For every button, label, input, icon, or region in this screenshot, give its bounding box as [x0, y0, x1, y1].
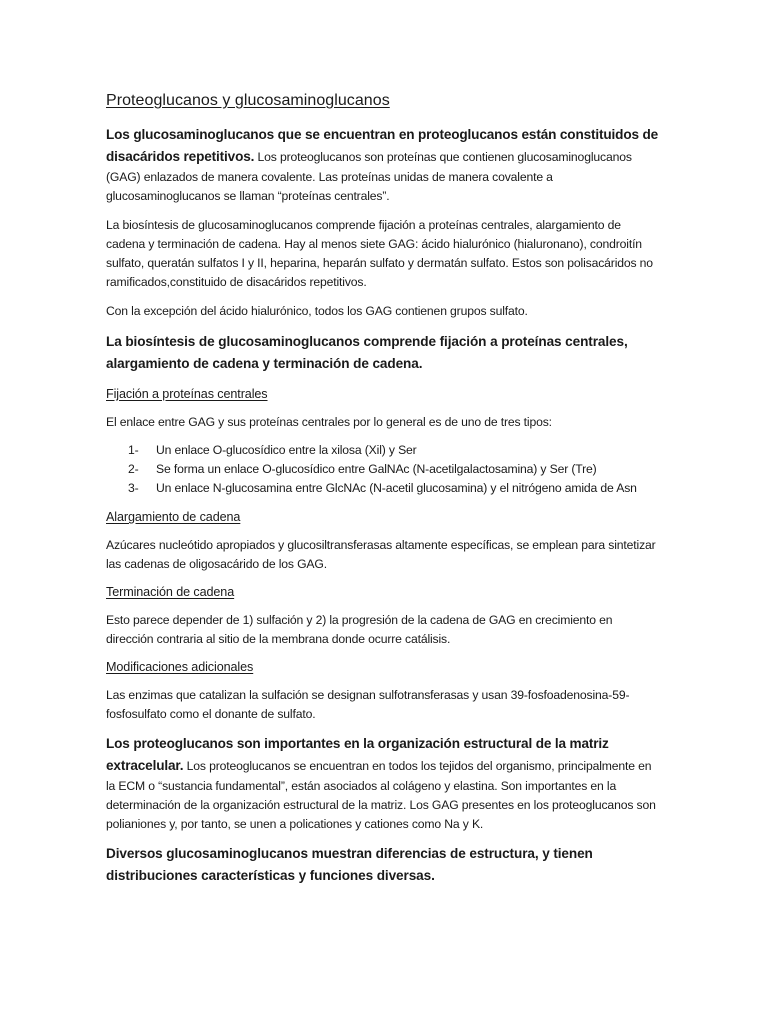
intro-paragraph: [106, 124, 660, 206]
subheading-elongation: Alargamiento de cadena: [106, 510, 241, 524]
document-title: Proteoglucanos y glucosaminoglucanos: [106, 92, 390, 109]
intro-body-text: Los proteoglucanos son proteínas que contienen glucosaminoglucanos (GAG) enlazados de manera covalente. Las proteínas unidas de manera covalente a glucosaminoglucanos se llaman “proteínas centrales”.: [106, 150, 632, 203]
matrix-body-text: Los proteoglucanos se encuentran en todos los tejidos del organismo, principalmente en la ECM o “sustancia fundamental”, están asociados al colágeno y elastina. Son importantes en la determinación de la organización estructural de la matriz. Los GAG presentes en los proteoglucanos son polianiones y, por tanto, se unen a policationes y cationes como Na y K.: [106, 759, 656, 831]
linkage-types-list: [106, 441, 660, 498]
list-item-number: 3-: [128, 481, 139, 495]
termination-paragraph: Esto parece depender de 1) sulfación y 2) la progresión de la cadena de GAG en crecimiento en dirección contraria al sitio de la membrana donde ocurre catálisis.: [106, 613, 613, 646]
subheading-fixation: Fijación a proteínas centrales: [106, 387, 268, 401]
list-item-number: 1-: [128, 443, 139, 457]
subheading-modifications: Modificaciones adicionales: [106, 660, 254, 674]
matrix-lead-sentence: Los proteoglucanos son importantes en la organización estructural de la matriz extracelular.: [106, 736, 609, 773]
list-item-text: Un enlace N-glucosamina entre GlcNAc (N-acetil glucosamina) y el nitrógeno amida de Asn: [156, 481, 637, 495]
list-item-text: Un enlace O-glucosídico entre la xilosa (Xil) y Ser: [156, 443, 417, 457]
diversity-heading: Diversos glucosaminoglucanos muestran diferencias de estructura, y tienen distribuciones características y funciones diversas.: [106, 846, 593, 883]
list-item: [106, 441, 660, 460]
list-item: [106, 479, 660, 498]
fixation-paragraph: El enlace entre GAG y sus proteínas centrales por lo general es de uno de tres tipos:: [106, 415, 552, 429]
matrix-paragraph: [106, 733, 660, 834]
intro-lead-sentence: Los glucosaminoglucanos que se encuentran en proteoglucanos están constituidos de disacáridos repetitivos.: [106, 127, 659, 164]
modifications-paragraph: Las enzimas que catalizan la sulfación se designan sulfotransferasas y usan 39-fosfoadenosina-59-fosfosulfato como el donante de sulfato.: [106, 688, 630, 721]
list-item: [106, 460, 660, 479]
gag-types-paragraph: La biosíntesis de glucosaminoglucanos comprende fijación a proteínas centrales, alargamiento de cadena y terminación de cadena. Hay al menos siete GAG: ácido hialurónico (hialuronano), condroitín sulfato, queratán sulfatos I y II, heparina, heparán sulfato y dermatán sulfato. Estos son polisacáridos no ramificados,constituido de disacáridos repetitivos.: [106, 218, 653, 289]
sulfate-paragraph: Con la excepción del ácido hialurónico, todos los GAG contienen grupos sulfato.: [106, 304, 528, 318]
list-item-text: Se forma un enlace O-glucosídico entre GalNAc (N-acetilgalactosamina) y Ser (Tre): [156, 462, 597, 476]
subheading-termination: Terminación de cadena: [106, 585, 235, 599]
biosynthesis-heading: La biosíntesis de glucosaminoglucanos comprende fijación a proteínas centrales, alargamiento de cadena y terminación de cadena.: [106, 334, 628, 371]
list-item-number: 2-: [128, 462, 139, 476]
elongation-paragraph: Azúcares nucleótido apropiados y glucosiltransferasas altamente específicas, se emplean para sintetizar las cadenas de oligosacárido de los GAG.: [106, 538, 656, 571]
